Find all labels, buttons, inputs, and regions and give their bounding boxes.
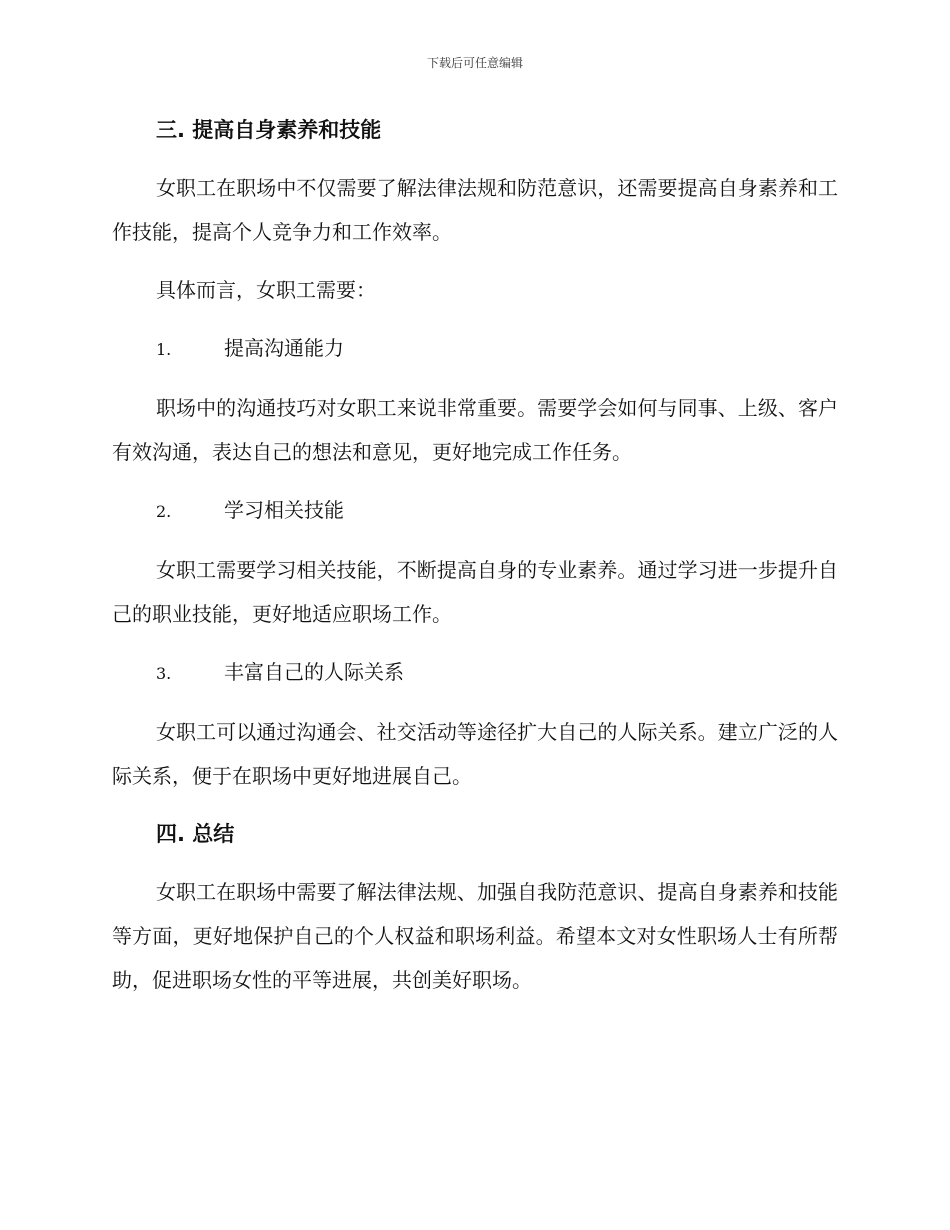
list-number: 3. [156, 664, 172, 683]
section-4-body: 女职工在职场中需要了解法律法规、加强自我防范意识、提高自身素养和技能等方面，更好地保护自己的个人权益和职场利益。希望本文对女性职场人士有所帮助，促进职场女性的平等进展，共创美好职场。 [112, 880, 838, 992]
section-3-lead: 具体而言，女职工需要： [156, 278, 376, 302]
section-3-intro: 女职工在职场中不仅需要了解法律法规和防范意识，还需要提高自身素养和工作技能，提高个人竞争力和工作效率。 [112, 176, 838, 244]
list-item-title: 学习相关技能 [224, 498, 344, 522]
list-item-2 [112, 488, 838, 534]
header-note: 下载后可任意编辑 [426, 56, 523, 70]
list-number: 2. [156, 502, 172, 521]
list-item-title: 丰富自己的人际关系 [224, 660, 404, 684]
section-3-heading: 三. 提高自身素养和技能 [156, 118, 382, 142]
list-item-1-body: 职场中的沟通技巧对女职工来说非常重要。需要学会如何与同事、上级、客户有效沟通，表达自己的想法和意见，更好地完成工作任务。 [112, 396, 838, 464]
document-body [112, 108, 838, 1016]
list-item-3 [112, 650, 838, 696]
list-item-1 [112, 326, 838, 372]
list-item-2-body: 女职工需要学习相关技能，不断提高自身的专业素养。通过学习进一步提升自己的职业技能，更好地适应职场工作。 [112, 558, 838, 626]
section-4-heading: 四. 总结 [156, 822, 235, 846]
list-item-3-body: 女职工可以通过沟通会、社交活动等途径扩大自己的人际关系。建立广泛的人际关系，便于在职场中更好地进展自己。 [112, 720, 838, 788]
list-number: 1. [156, 340, 172, 359]
list-item-title: 提高沟通能力 [224, 336, 344, 360]
